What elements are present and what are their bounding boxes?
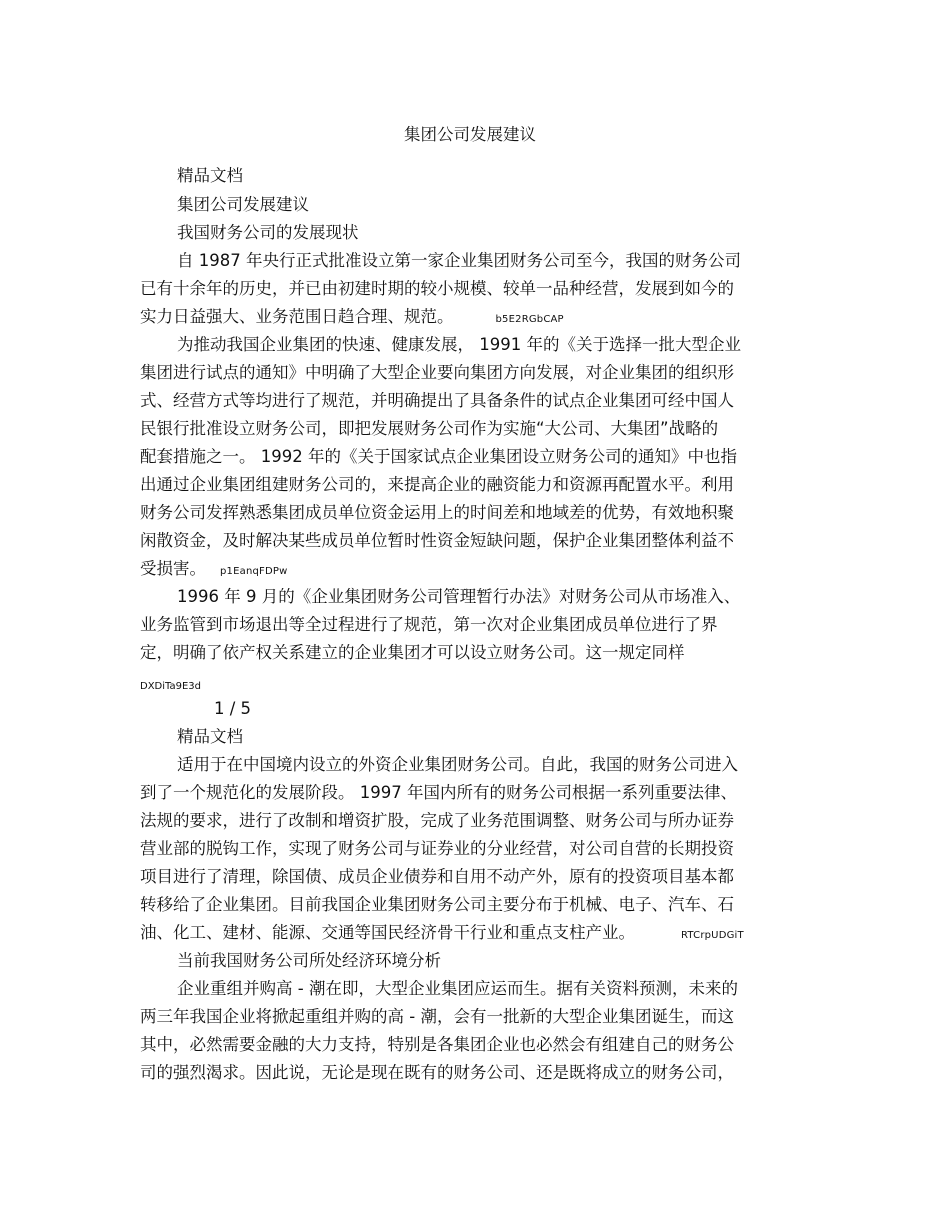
- paragraph-line: [140, 307, 564, 330]
- paragraph-line: 两三年我国企业将掀起重组并购的高 - 潮，会有一批新的大型企业集团诞生，而这: [140, 1007, 734, 1026]
- paragraph-line: 财务公司发挥熟悉集团成员单位资金运用上的时间差和地域差的优势，有效地积聚: [140, 503, 734, 522]
- paragraph-line: 法规的要求，进行了改制和增资扩股，完成了业务范围调整、财务公司与所办证券: [140, 811, 734, 830]
- paragraph-text: 受损害。: [140, 559, 206, 578]
- document-title: 集团公司发展建议: [404, 125, 536, 144]
- paragraph-line: 闲散资金，及时解决某些成员单位暂时性资金短缺问题，保护企业集团整体利益不: [140, 531, 734, 550]
- paragraph-line: 自 1987 年央行正式批准设立第一家企业集团财务公司至今，我国的财务公司: [177, 251, 741, 270]
- paragraph-line: 集团进行试点的通知》中明确了大型企业要向集团方向发展，对企业集团的组织形: [140, 363, 734, 382]
- section-heading: 我国财务公司的发展现状: [177, 223, 359, 242]
- watermark-code: b5E2RGbCAP: [495, 314, 564, 325]
- paragraph-line: 业务监管到市场退出等全过程进行了规范，第一次对企业集团成员单位进行了界: [140, 615, 718, 634]
- paragraph-line: 民银行批准设立财务公司，即把发展财务公司作为实施“大公司、大集团”战略的: [140, 419, 719, 438]
- section-heading: 当前我国财务公司所处经济环境分析: [177, 951, 441, 970]
- paragraph-line: [140, 559, 288, 582]
- paragraph-line: 企业重组并购高 - 潮在即，大型企业集团应运而生。据有关资料预测，未来的: [177, 979, 738, 998]
- paragraph-line: 1996 年 9 月的《企业集团财务公司管理暂行办法》对财务公司从市场准入、: [177, 587, 741, 606]
- paragraph-line: 司的强烈渴求。因此说，无论是现在既有的财务公司、还是既将成立的财务公司，: [140, 1063, 734, 1082]
- header-label: 精品文档: [177, 727, 243, 746]
- paragraph-line: 为推动我国企业集团的快速、健康发展， 1991 年的《关于选择一批大型企业: [177, 335, 741, 354]
- subtitle: 集团公司发展建议: [177, 195, 309, 214]
- paragraph-line: 营业部的脱钩工作，实现了财务公司与证券业的分业经营，对公司自营的长期投资: [140, 839, 734, 858]
- paragraph-text: 油、化工、建材、能源、交通等国民经济骨干行业和重点支柱产业。: [140, 923, 635, 942]
- paragraph-line: 式、经营方式等均进行了规范，并明确提出了具备条件的试点企业集团可经中国人: [140, 391, 734, 410]
- header-label: 精品文档: [177, 166, 243, 185]
- paragraph-line: 出通过企业集团组建财务公司的，来提高企业的融资能力和资源再配置水平。利用: [140, 475, 734, 494]
- paragraph-line: 项目进行了清理，除国债、成员企业债券和自用不动产外，原有的投资项目基本都: [140, 867, 734, 886]
- watermark-code: DXDiTa9E3d: [140, 681, 202, 692]
- watermark-code: p1EanqFDPw: [220, 566, 288, 577]
- paragraph-line: [140, 923, 744, 946]
- paragraph-line: 到了一个规范化的发展阶段。 1997 年国内所有的财务公司根据一系列重要法律、: [140, 783, 737, 802]
- paragraph-line: 其中，必然需要金融的大力支持，特别是各集团企业也必然会有组建自己的财务公: [140, 1035, 734, 1054]
- paragraph-line: 已有十余年的历史，并已由初建时期的较小规模、较单一品种经营，发展到如今的: [140, 279, 734, 298]
- paragraph-line: 定，明确了依产权关系建立的企业集团才可以设立财务公司。这一规定同样: [140, 643, 685, 662]
- paragraph-line: 配套措施之一。 1992 年的《关于国家试点企业集团设立财务公司的通知》中也指: [140, 447, 737, 466]
- paragraph-line: 适用于在中国境内设立的外资企业集团财务公司。自此，我国的财务公司进入: [177, 755, 738, 774]
- paragraph-text: 实力日益强大、业务范围日趋合理、规范。: [140, 307, 454, 326]
- watermark-code: RTCrpUDGiT: [681, 930, 744, 941]
- page-number: 1 / 5: [214, 699, 252, 718]
- paragraph-line: 转移给了企业集团。目前我国企业集团财务公司主要分布于机械、电子、汽车、石: [140, 895, 734, 914]
